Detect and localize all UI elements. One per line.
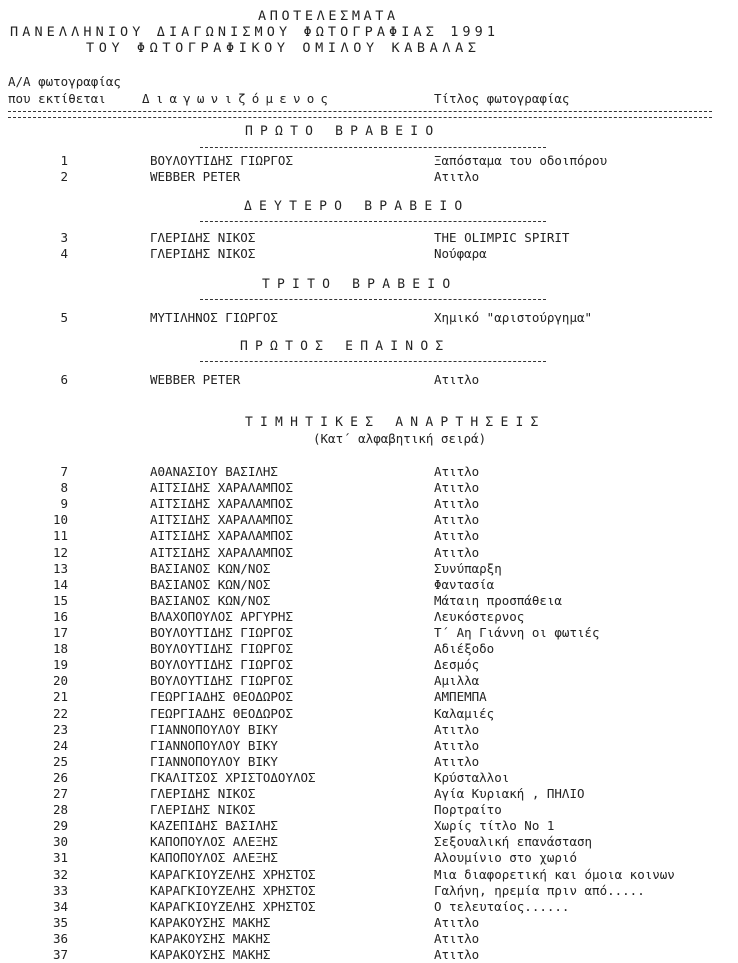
- entry-number: 37: [52, 947, 68, 962]
- entry-contestant: ΑΙΤΣΙΔΗΣ ΧΑΡΑΛΑΜΠΟΣ: [150, 528, 293, 544]
- entry-photo-title: Συνύπαρξη: [434, 560, 502, 576]
- entry-photo-title: THE OLIMPIC SPIRIT: [434, 230, 570, 245]
- club-title: ΤΟΥ ΦΩΤΟΓΡΑΦΙΚΟΥ ΟΜΙΛΟΥ ΚΑΒΑΛΑΣ: [86, 40, 481, 56]
- entry-photo-title: Αμιλλα: [434, 673, 480, 689]
- entry-number: 31: [52, 850, 68, 866]
- entry-contestant: ΒΑΣΙΑΝΟΣ ΚΩΝ/ΝΟΣ: [150, 576, 271, 592]
- section-rule: [200, 147, 546, 148]
- entry-contestant: ΑΙΤΣΙΔΗΣ ΧΑΡΑΛΑΜΠΟΣ: [150, 496, 293, 512]
- entry-photo-title: Μάταιη προσπάθεια: [434, 592, 562, 608]
- section-title: ΠΡΩΤΟ ΒΡΑΒΕΙΟ: [245, 124, 441, 139]
- section-title: ΠΡΩΤΟΣ ΕΠΑΙΝΟΣ: [240, 339, 451, 354]
- entry-photo-title: Δεσμός: [434, 657, 480, 673]
- entry-photo-title: Αγία Κυριακή , ΠΗΛΙΟ: [434, 786, 585, 801]
- entry-number: 4: [60, 246, 68, 261]
- page-title: ΑΠΟΤΕΛΕΣΜΑΤΑ: [258, 8, 399, 24]
- entry-contestant: ΓΛΕΡΙΔΗΣ ΝΙΚΟΣ: [150, 802, 256, 818]
- entry-photo-title: Ατιτλο: [434, 512, 480, 528]
- entry-photo-title: Ατιτλο: [434, 169, 480, 184]
- section-rule: [200, 361, 546, 362]
- entry-contestant: ΚΑΖΕΠΙΔΗΣ ΒΑΣΙΛΗΣ: [150, 818, 278, 834]
- entry-photo-title: Ατιτλο: [434, 464, 480, 479]
- entry-number: 15: [52, 592, 68, 608]
- entry-number: 13: [52, 560, 68, 576]
- entry-photo-title: Πορτραίτο: [434, 802, 502, 818]
- entry-photo-title: Ατιτλο: [434, 721, 480, 737]
- entry-contestant: ΚΑΡΑΚΟΥΣΗΣ ΜΑΚΗΣ: [150, 914, 271, 930]
- entry-photo-title: ΑΜΠΕΜΠΑ: [434, 689, 487, 705]
- entry-contestant: ΒΟΥΛΟΥΤΙΔΗΣ ΓΙΩΡΓΟΣ: [150, 625, 293, 640]
- entry-number: 8: [60, 480, 68, 496]
- entry-contestant: ΒΟΥΛΟΥΤΙΔΗΣ ΓΙΩΡΓΟΣ: [150, 673, 293, 689]
- entry-number: 2: [60, 169, 68, 184]
- entry-number: 3: [60, 230, 68, 245]
- entry-contestant: ΓΕΩΡΓΙΑΔΗΣ ΘΕΟΔΩΡΟΣ: [150, 705, 293, 721]
- entry-photo-title: Ατιτλο: [434, 480, 480, 496]
- column-header-photo-title: Τίτλος φωτογραφίας: [434, 91, 570, 106]
- entry-photo-title: Τ΄ Αη Γιάννη οι φωτιές: [434, 625, 600, 640]
- entry-number: 33: [52, 882, 68, 898]
- entry-number: 16: [52, 608, 68, 624]
- section-rule: [200, 221, 546, 222]
- entry-contestant: ΒΟΥΛΟΥΤΙΔΗΣ ΓΙΩΡΓΟΣ: [150, 641, 293, 657]
- entry-number: 11: [52, 528, 68, 544]
- entry-number: 19: [52, 657, 68, 673]
- entry-photo-title: Ατιτλο: [434, 544, 480, 560]
- column-header-exhibited: που εκτίθεται: [8, 91, 106, 106]
- entry-number: 28: [52, 802, 68, 818]
- entry-contestant: ΚΑΠΟΠΟΥΛΟΣ ΑΛΕΞΗΣ: [150, 850, 278, 866]
- entry-number: 26: [52, 769, 68, 785]
- entry-photo-title: Καλαμιές: [434, 705, 495, 721]
- entry-contestant: ΓΙΑΝΝΟΠΟΥΛΟΥ ΒΙΚΥ: [150, 737, 278, 753]
- entry-photo-title: Αλουμίνιο στο χωριό: [434, 850, 577, 866]
- entry-number: 17: [52, 625, 68, 640]
- entry-number: 36: [52, 930, 68, 946]
- entry-contestant: ΚΑΡΑΚΟΥΣΗΣ ΜΑΚΗΣ: [150, 930, 271, 946]
- entry-number: 12: [52, 544, 68, 560]
- entry-number: 22: [52, 705, 68, 721]
- column-header-number: Α/Α φωτογραφίας: [8, 74, 121, 89]
- entry-number: 7: [60, 464, 68, 479]
- entry-contestant: ΒΑΣΙΑΝΟΣ ΚΩΝ/ΝΟΣ: [150, 592, 271, 608]
- entry-photo-title: Μια διαφορετική και όμοια κοινων: [434, 866, 675, 882]
- entry-photo-title: Αδιέξοδο: [434, 641, 495, 657]
- entry-number: 32: [52, 866, 68, 882]
- entry-photo-title: Χωρίς τίτλο Νο 1: [434, 818, 555, 834]
- honorable-mentions-subtitle: (Κατ΄ αλφαβητική σειρά): [313, 431, 487, 446]
- entry-number: 23: [52, 721, 68, 737]
- entry-contestant: WEBBER PETER: [150, 169, 241, 184]
- entry-photo-title: Ατιτλο: [434, 496, 480, 512]
- entry-contestant: ΚΑΡΑΓΚΙΟΥΖΕΛΗΣ ΧΡΗΣΤΟΣ: [150, 882, 316, 898]
- entry-number: 20: [52, 673, 68, 689]
- entry-photo-title: Νούφαρα: [434, 246, 487, 261]
- entry-photo-title: Ατιτλο: [434, 528, 480, 544]
- entry-photo-title: Ο τελευταίος......: [434, 898, 570, 914]
- entry-contestant: ΒΑΣΙΑΝΟΣ ΚΩΝ/ΝΟΣ: [150, 560, 271, 576]
- entry-photo-title: Λευκόστερνος: [434, 608, 525, 624]
- entry-contestant: ΓΛΕΡΙΔΗΣ ΝΙΚΟΣ: [150, 230, 256, 245]
- entry-contestant: ΜΥΤΙΛΗΝΟΣ ΓΙΩΡΓΟΣ: [150, 310, 278, 325]
- entry-number: 9: [60, 496, 68, 512]
- entry-photo-title: Κρύσταλλοι: [434, 769, 510, 785]
- entry-photo-title: Ατιτλο: [434, 914, 480, 930]
- entry-number: 21: [52, 689, 68, 705]
- entry-number: 27: [52, 786, 68, 801]
- entry-photo-title: Ξαπόσταμα του οδοιπόρου: [434, 153, 608, 168]
- entry-photo-title: Ατιτλο: [434, 930, 480, 946]
- entry-number: 35: [52, 914, 68, 930]
- entry-number: 29: [52, 818, 68, 834]
- entry-number: 6: [60, 372, 68, 387]
- entry-contestant: ΓΕΩΡΓΙΑΔΗΣ ΘΕΟΔΩΡΟΣ: [150, 689, 293, 705]
- entry-contestant: ΓΚΑΛΙΤΣΟΣ ΧΡΙΣΤΟΔΟΥΛΟΣ: [150, 769, 316, 785]
- section-title: ΤΡΙΤΟ ΒΡΑΒΕΙΟ: [262, 277, 458, 292]
- entry-contestant: ΚΑΡΑΓΚΙΟΥΖΕΛΗΣ ΧΡΗΣΤΟΣ: [150, 866, 316, 882]
- entry-contestant: ΓΛΕΡΙΔΗΣ ΝΙΚΟΣ: [150, 786, 256, 801]
- entry-photo-title: Ατιτλο: [434, 947, 480, 962]
- section-title: ΔΕΥΤΕΡΟ ΒΡΑΒΕΙΟ: [244, 199, 470, 214]
- entry-number: 34: [52, 898, 68, 914]
- entry-photo-title: Σεξουαλική επανάσταση: [434, 834, 593, 850]
- entry-contestant: ΑΘΑΝΑΣΙΟΥ ΒΑΣΙΛΗΣ: [150, 464, 278, 479]
- entry-number: 25: [52, 753, 68, 769]
- entry-contestant: ΒΟΥΛΟΥΤΙΔΗΣ ΓΙΩΡΓΟΣ: [150, 153, 293, 168]
- entry-contestant: ΑΙΤΣΙΔΗΣ ΧΑΡΑΛΑΜΠΟΣ: [150, 544, 293, 560]
- entry-number: 14: [52, 576, 68, 592]
- entry-contestant: ΚΑΡΑΓΚΙΟΥΖΕΛΗΣ ΧΡΗΣΤΟΣ: [150, 898, 316, 914]
- entry-photo-title: Φαντασία: [434, 576, 495, 592]
- entry-contestant: ΑΙΤΣΙΔΗΣ ΧΑΡΑΛΑΜΠΟΣ: [150, 512, 293, 528]
- entry-number: 18: [52, 641, 68, 657]
- entry-contestant: ΒΟΥΛΟΥΤΙΔΗΣ ΓΙΩΡΓΟΣ: [150, 657, 293, 673]
- entry-contestant: ΚΑΡΑΚΟΥΣΗΣ ΜΑΚΗΣ: [150, 947, 271, 962]
- entry-photo-title: Ατιτλο: [434, 737, 480, 753]
- entry-number: 10: [52, 512, 68, 528]
- entry-photo-title: Ατιτλο: [434, 372, 480, 387]
- entry-contestant: ΒΛΑΧΟΠΟΥΛΟΣ ΑΡΓΥΡΗΣ: [150, 608, 293, 624]
- contest-title: ΠΑΝΕΛΛΗΝΙΟΥ ΔΙΑΓΩΝΙΣΜΟΥ ΦΩΤΟΓΡΑΦΙΑΣ 1991: [10, 24, 500, 40]
- honorable-mentions-title: ΤΙΜΗΤΙΚΕΣ ΑΝΑΡΤΗΣΕΙΣ: [245, 415, 546, 430]
- entry-contestant: ΚΑΠΟΠΟΥΛΟΣ ΑΛΕΞΗΣ: [150, 834, 278, 850]
- header-double-rule: [8, 111, 712, 118]
- entry-number: 30: [52, 834, 68, 850]
- entry-number: 1: [60, 153, 68, 168]
- entry-contestant: ΓΙΑΝΝΟΠΟΥΛΟΥ ΒΙΚΥ: [150, 753, 278, 769]
- entry-contestant: WEBBER PETER: [150, 372, 241, 387]
- entry-photo-title: Γαλήνη, ηρεμία πριν από.....: [434, 882, 645, 898]
- column-header-contestant: Διαγωνιζόμενος: [142, 91, 335, 106]
- entry-contestant: ΓΛΕΡΙΔΗΣ ΝΙΚΟΣ: [150, 246, 256, 261]
- entry-contestant: ΓΙΑΝΝΟΠΟΥΛΟΥ ΒΙΚΥ: [150, 721, 278, 737]
- entry-contestant: ΑΙΤΣΙΔΗΣ ΧΑΡΑΛΑΜΠΟΣ: [150, 480, 293, 496]
- entry-photo-title: Χημικό "αριστούργημα": [434, 310, 593, 325]
- entry-number: 5: [60, 310, 68, 325]
- entry-photo-title: Ατιτλο: [434, 753, 480, 769]
- entry-number: 24: [52, 737, 68, 753]
- section-rule: [200, 299, 546, 300]
